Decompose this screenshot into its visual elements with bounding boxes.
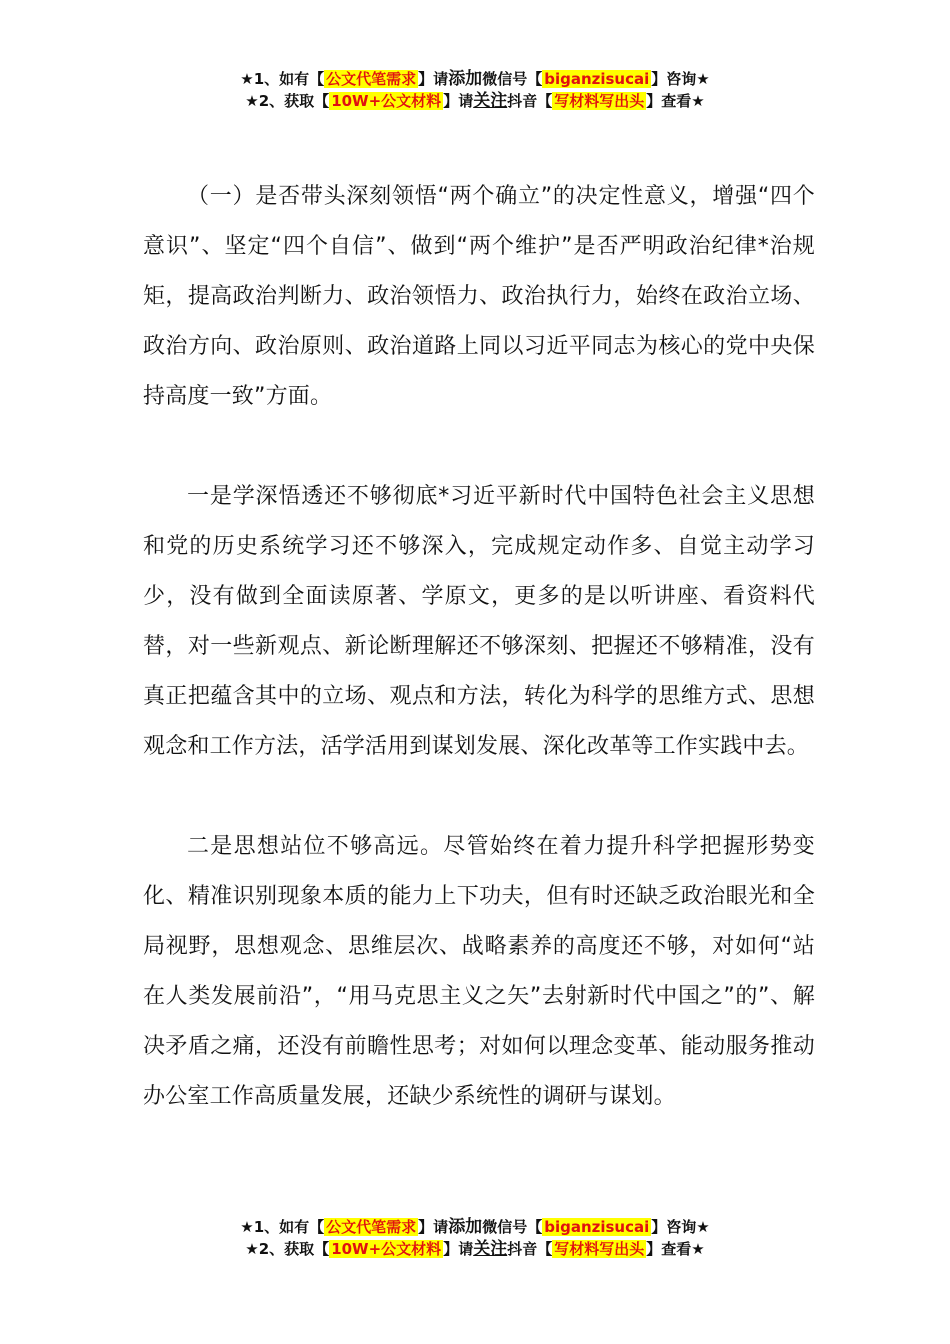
banner-emphasis: 添加 bbox=[448, 1217, 483, 1237]
banner-text: ★2、获取【 bbox=[245, 92, 330, 110]
banner-highlight-materials: 10W+公文材料 bbox=[331, 92, 442, 110]
banner-text: 】请 bbox=[418, 70, 449, 88]
banner-text: 】请 bbox=[443, 92, 474, 110]
header-banner bbox=[0, 68, 950, 112]
banner-text: 抖音【 bbox=[507, 92, 553, 110]
banner-emphasis: 关注 bbox=[473, 91, 508, 111]
banner-line-1 bbox=[0, 68, 950, 90]
paragraph-section-heading: （一）是否带头深刻领悟“两个确立”的决定性意义，增强“四个意识”、坚定“四个自信”、做到“两个维护”是否严明政治纪律*治规矩，提高政治判断力、政治领悟力、政治执行力，始终在政治立场、政治方向、政治原则、政治道路上同以习近平同志为核心的党中央保持高度一致”方面。 bbox=[143, 184, 815, 409]
footer-banner bbox=[0, 1216, 950, 1260]
banner-text: 】查看★ bbox=[646, 1240, 705, 1258]
banner-highlight-service: 公文代笔需求 bbox=[326, 1218, 417, 1236]
banner-highlight-douyin: 写材料写出头 bbox=[554, 92, 645, 110]
banner-text: 】咨询★ bbox=[651, 70, 710, 88]
banner-text: ★1、如有【 bbox=[240, 70, 325, 88]
banner-emphasis: 关注 bbox=[473, 1239, 508, 1259]
banner-text: 】查看★ bbox=[646, 92, 705, 110]
banner-emphasis: 添加 bbox=[448, 69, 483, 89]
banner-text: 】请 bbox=[443, 1240, 474, 1258]
banner-highlight-wechat: biganzisucai bbox=[544, 70, 650, 88]
banner-highlight-douyin: 写材料写出头 bbox=[554, 1240, 645, 1258]
banner-text: ★2、获取【 bbox=[245, 1240, 330, 1258]
banner-line-2 bbox=[0, 1238, 950, 1260]
banner-text: 抖音【 bbox=[507, 1240, 553, 1258]
banner-text: 】咨询★ bbox=[651, 1218, 710, 1236]
banner-text: 微信号【 bbox=[482, 70, 543, 88]
banner-text: ★1、如有【 bbox=[240, 1218, 325, 1236]
banner-line-1 bbox=[0, 1216, 950, 1238]
banner-line-2 bbox=[0, 90, 950, 112]
paragraph-point-one: 一是学深悟透还不够彻底*习近平新时代中国特色社会主义思想和党的历史系统学习还不够深入，完成规定动作多、自觉主动学习少，没有做到全面读原著、学原文，更多的是以听讲座、看资料代替，对一些新观点、新论断理解还不够深刻、把握还不够精准，没有真正把蕴含其中的立场、观点和方法，转化为科学的思维方式、思想观念和工作方法，活学活用到谋划发展、深化改革等工作实践中去。 bbox=[143, 484, 815, 759]
paragraph-point-two: 二是思想站位不够高远。尽管始终在着力提升科学把握形势变化、精准识别现象本质的能力上下功夫，但有时还缺乏政治眼光和全局视野，思想观念、思维层次、战略素养的高度还不够，对如何“站在人类发展前沿”，“用马克思主义之矢”去射新时代中国之”的”、解决矛盾之痛，还没有前瞻性思考；对如何以理念变革、能动服务推动办公室工作高质量发展，还缺少系统性的调研与谋划。 bbox=[143, 834, 815, 1109]
document-body bbox=[143, 172, 815, 1122]
banner-text: 微信号【 bbox=[482, 1218, 543, 1236]
banner-highlight-wechat: biganzisucai bbox=[544, 1218, 650, 1236]
banner-highlight-materials: 10W+公文材料 bbox=[331, 1240, 442, 1258]
banner-text: 】请 bbox=[418, 1218, 449, 1236]
banner-highlight-service: 公文代笔需求 bbox=[326, 70, 417, 88]
